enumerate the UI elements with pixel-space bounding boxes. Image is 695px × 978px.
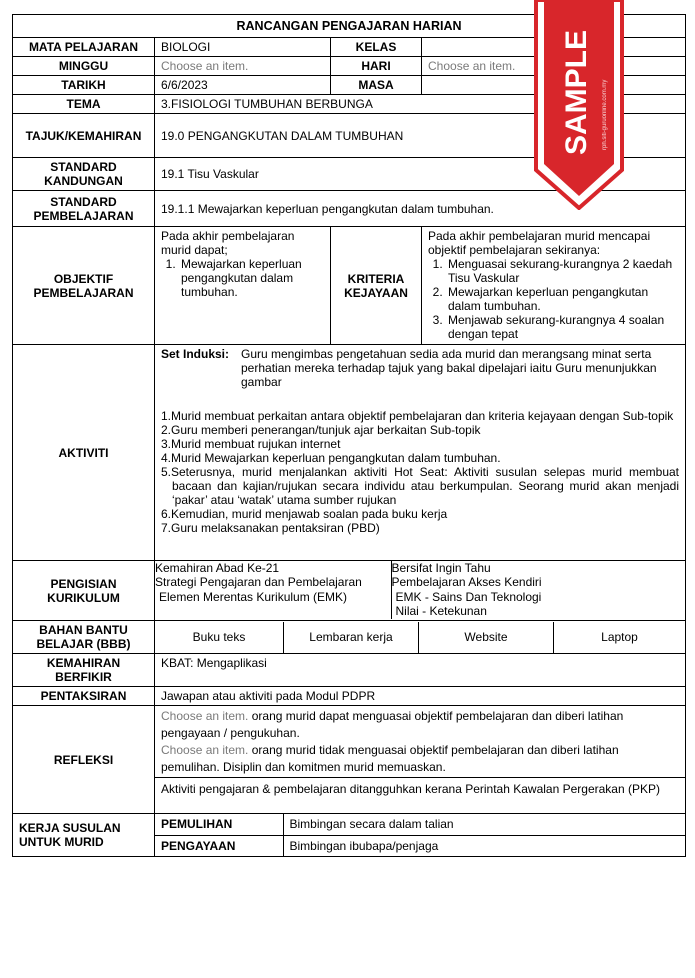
aktiviti-list	[161, 409, 679, 535]
label-mata-pelajaran: MATA PELAJARAN	[13, 38, 155, 57]
label-pentaksiran: PENTAKSIRAN	[13, 687, 155, 706]
aktiviti-content[interactable]	[155, 345, 686, 561]
aktiviti-item-3: 4.Murid Mewajarkan keperluan pengangkutan dalam tumbuhan.	[161, 451, 501, 465]
refleksi-line-1[interactable]: Choose an item. orang murid dapat menguasai objektif pembelajaran dan diberi latihan pengayaan / pengukuhan.	[161, 709, 624, 740]
value-standard-kandungan[interactable]: 19.1 Tisu Vaskular	[155, 158, 686, 191]
refleksi-dropdown-1[interactable]: Choose an item.	[161, 709, 249, 723]
aktiviti-item-4: 5.Seterusnya, murid menjalankan aktiviti Hot Seat: Aktiviti susulan selepas murid membuat bacaan dan kajian/rujukan secara individu atau berkumpulan. Seorang murid akan menjadi ‘pakar’ atau ‘watak’ utama sumber rujukan	[161, 465, 680, 507]
document-title: RANCANGAN PENGAJARAN HARIAN	[13, 15, 686, 38]
objektif-item-0: 1. Mewajarkan keperluan pengangkutan dalam tumbuhan.	[179, 257, 324, 299]
watermark-small-text: rph.siti-guruonline.com.my	[602, 79, 608, 150]
label-tarikh: TARIKH	[13, 76, 155, 95]
refleksi-dropdown-2[interactable]: Choose an item.	[161, 743, 249, 757]
pengisian-content	[155, 561, 686, 621]
watermark-text: SAMPLE	[560, 29, 593, 155]
label-kelas: KELAS	[331, 38, 422, 57]
bbb-content	[155, 621, 686, 654]
label-hari: HARI	[331, 57, 422, 76]
aktiviti-item-1: 2.Guru memberi penerangan/tunjuk ajar berkaitan Sub-topik	[161, 423, 481, 437]
label-bbb: BAHAN BANTU BELAJAR (BBB)	[13, 621, 155, 654]
pengisian-grid	[155, 561, 685, 619]
refleksi-line-3[interactable]: Aktiviti pengajaran & pembelajaran ditangguhkan kerana Perintah Kawalan Pergerakan (PKP)	[161, 782, 660, 796]
pengisian-left-2[interactable]: Elemen Merentas Kurikulum (EMK)	[155, 589, 391, 619]
hari-dropdown[interactable]: Choose an item.	[422, 57, 686, 76]
value-standard-pembelajaran[interactable]: 19.1.1 Mewajarkan keperluan pengangkutan dalam tumbuhan.	[155, 191, 686, 227]
label-aktiviti: AKTIVITI	[13, 345, 155, 561]
aktiviti-item-0: 1.Murid membuat perkaitan antara objektif pembelajaran dan kriteria kejayaan dengan Sub-topik	[161, 409, 674, 423]
label-pengisian: PENGISIAN KURIKULUM	[13, 561, 155, 621]
kriteria-list	[428, 257, 679, 341]
label-tema: TEMA	[13, 95, 155, 114]
induksi-text: Guru mengimbas pengetahuan sedia ada murid dan merangsang minat serta perhatian mereka terhadap tajuk yang bakal dipelajari iaitu Guru menunjukkan gambar	[241, 347, 657, 389]
pengisian-right-0[interactable]: Bersifat Ingin Tahu	[391, 561, 491, 575]
kerja-value-0[interactable]: Bimbingan secara dalam talian	[283, 814, 685, 835]
kriteria-content[interactable]	[422, 227, 686, 345]
kriteria-item-0: 1. Menguasai sekurang-kurangnya 2 kaedah Tisu Vaskular	[446, 257, 679, 285]
value-mata-pelajaran[interactable]: BIOLOGI	[155, 38, 331, 57]
induksi-block	[161, 347, 679, 389]
kriteria-item-2: 3. Menjawab sekurang-kurangnya 4 soalan dengan tepat	[446, 313, 679, 341]
kerja-key-0: PEMULIHAN	[155, 814, 283, 835]
label-kemahiran-berfikir: KEMAHIRAN BERFIKIR	[13, 654, 155, 687]
label-tajuk: TAJUK/KEMAHIRAN	[13, 114, 155, 158]
refleksi-content	[155, 706, 686, 814]
bbb-item-2[interactable]: Website	[419, 622, 554, 653]
label-standard-pembelajaran: STANDARD PEMBELAJARAN	[13, 191, 155, 227]
label-standard-kandungan: STANDARD KANDUNGAN	[13, 158, 155, 191]
value-pentaksiran[interactable]: Jawapan atau aktiviti pada Modul PDPR	[155, 687, 686, 706]
label-objektif: OBJEKTIF PEMBELAJARAN	[13, 227, 155, 345]
minggu-dropdown[interactable]: Choose an item.	[155, 57, 331, 76]
kerja-value-1[interactable]: Bimbingan ibubapa/penjaga	[289, 838, 439, 853]
pengisian-left-1[interactable]: Strategi Pengajaran dan Pembelajaran	[155, 575, 391, 589]
value-tarikh[interactable]: 6/6/2023	[155, 76, 331, 95]
kriteria-item-1: 2. Mewajarkan keperluan pengangkutan dalam tumbuhan.	[446, 285, 679, 313]
objektif-content[interactable]	[155, 227, 331, 345]
pengisian-right-2[interactable]: EMK - Sains Dan Teknologi Nilai - Ketekunan	[395, 590, 542, 618]
kriteria-intro: Pada akhir pembelajaran murid mencapai objektif pembelajaran sekiranya:	[428, 229, 651, 257]
objektif-list	[161, 257, 324, 299]
pengisian-left-0[interactable]: Kemahiran Abad Ke-21	[155, 561, 391, 575]
bbb-grid	[155, 622, 685, 653]
value-kemahiran-berfikir[interactable]: KBAT: Mengaplikasi	[155, 654, 686, 687]
label-kerja-susulan: KERJA SUSULAN UNTUK MURID	[13, 814, 155, 857]
label-masa: MASA	[331, 76, 422, 95]
aktiviti-item-6: 7.Guru melaksanakan pentaksiran (PBD)	[161, 521, 380, 535]
sample-watermark	[530, 0, 628, 210]
label-kriteria: KRITERIA KEJAYAAN	[331, 227, 422, 345]
induksi-label: Set Induksi:	[161, 347, 230, 361]
value-tajuk[interactable]: 19.0 PENGANGKUTAN DALAM TUMBUHAN	[155, 114, 686, 158]
refleksi-line-2[interactable]: Choose an item. orang murid tidak menguasai objektif pembelajaran dan diberi latihan pemulihan. Disiplin dan komitmen murid memuaskan.	[161, 743, 619, 774]
aktiviti-item-5: 6.Kemudian, murid menjawab soalan pada buku kerja	[161, 507, 448, 521]
kerja-content	[155, 814, 686, 857]
kerja-key-1: PENGAYAAN	[155, 835, 283, 856]
bbb-item-3[interactable]: Laptop	[601, 630, 638, 644]
label-refleksi: REFLEKSI	[13, 706, 155, 814]
pengisian-right-1[interactable]: Pembelajaran Akses Kendiri	[391, 575, 542, 589]
bbb-item-0[interactable]: Buku teks	[155, 622, 284, 653]
objektif-intro: Pada akhir pembelajaran murid dapat;	[161, 229, 295, 257]
label-minggu: MINGGU	[13, 57, 155, 76]
aktiviti-item-2: 3.Murid membuat rujukan internet	[161, 437, 341, 451]
bbb-item-1[interactable]: Lembaran kerja	[284, 622, 419, 653]
value-tema[interactable]: 3.FISIOLOGI TUMBUHAN BERBUNGA	[155, 95, 686, 114]
kerja-grid	[155, 814, 685, 856]
